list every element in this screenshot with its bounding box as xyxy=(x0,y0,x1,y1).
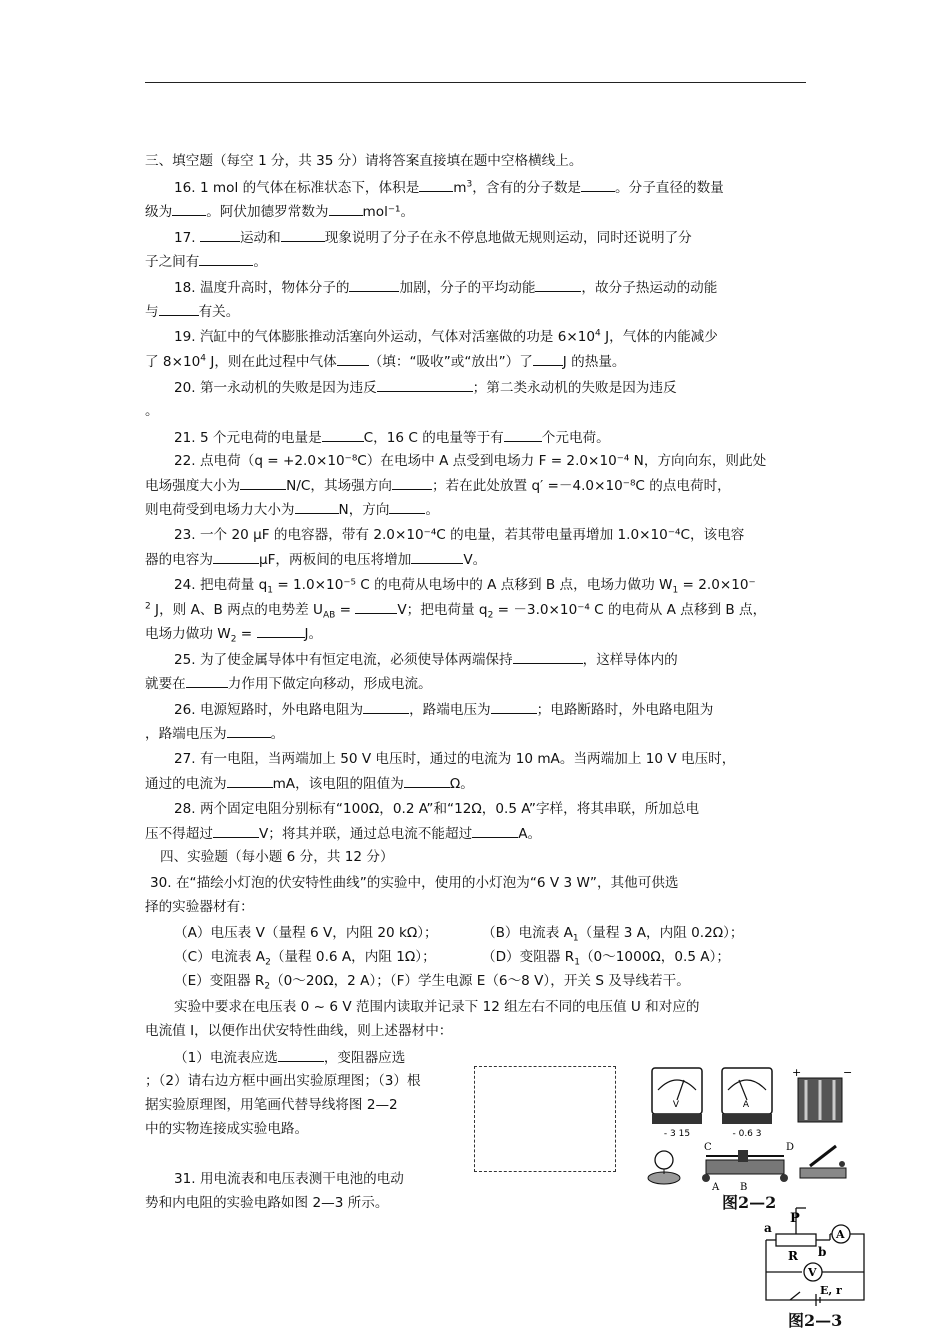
q25-line1: 25. 为了使金属导体中有恒定电流，必须使导体两端保持 ，这样导体内的 xyxy=(174,649,678,670)
q30-sub4: 中的实物连接成实验电路。 xyxy=(145,1121,309,1137)
option-c-d: （C）电流表 $A_2$（量程 0.6 A，内阻 1Ω）； （D）变阻器 $R_1(0\sim 1000\Omega$，0.5 A）； xyxy=(174,949,730,968)
switch-icon xyxy=(800,1146,846,1178)
ammeter-scale: - 0.6 3 xyxy=(732,1129,762,1139)
svg-text:C: C xyxy=(704,1142,712,1153)
svg-text:D: D xyxy=(786,1142,795,1153)
q31-line1: 31. 用电流表和电压表测干电池的电动 xyxy=(174,1171,404,1187)
q30-requirement-line2: 电流值 I，以便作出伏安特性曲线，则上述器材中： xyxy=(145,1023,453,1039)
svg-text:b: b xyxy=(818,1245,827,1259)
q24-line2: $^2$ J，则 A、B 两点的电势差 $U_{AB} = V$；把电荷量 $q_2 = -3.0\times 10^{-4}$ C 的电荷从 A 点移到 B 点， xyxy=(145,599,766,620)
q22-line3: 则电荷受到电场力大小为 N，方向 。 xyxy=(145,499,439,520)
q30-sub3: 据实验原理图，用笔画代替导线将图 2—2 xyxy=(145,1097,398,1113)
q27-line1: 27. 有一电阻，当两端加上 50 V 电压时，通过的电流为 10 mA。当两端加上 10 V 电压时， xyxy=(174,751,736,767)
q26-line2: ，路端电压为 。 xyxy=(145,723,284,744)
svg-text:P: P xyxy=(790,1211,800,1226)
q26-line1: 26. 电源短路时，外电路电阻为 ，路端电压为 ；电路断路时，外电路电阻为 xyxy=(174,699,713,720)
q18-line2: 与 有关。 xyxy=(145,301,239,322)
svg-text:E, r: E, r xyxy=(820,1284,842,1297)
q23-line2: 器的电容为 μF，两板间的电压将增加 V。 xyxy=(145,549,486,570)
rheostat-icon xyxy=(702,1142,794,1193)
q30-line2: 择的实验器材有： xyxy=(145,899,254,915)
q27-line2: 通过的电流为 mA，该电阻的阻值为 Ω。 xyxy=(145,773,474,794)
q18-line1: 18. 温度升高时，物体分子的 加剧，分子的平均动能 ，故分子热运动的动能 xyxy=(174,277,717,298)
q31-line2: 势和内电阻的实验电路如图 2—3 所示。 xyxy=(145,1195,389,1211)
q21: 21. 5 个元电荷的电量是 C，16 C 的电量等于有 个元电荷。 xyxy=(174,427,610,448)
q23-line1: 23. 一个 20 μF 的电容器，带有 2.0×10⁻⁴C 的电量，若其带电量再增加 1.0×10⁻⁴C，该电容 xyxy=(174,527,745,543)
answer-box xyxy=(474,1066,616,1172)
q24-line3: 电场力做功 $W_2 = J$。 xyxy=(145,623,322,644)
svg-text:a: a xyxy=(764,1221,772,1235)
option-e-f: （E）变阻器 $R_2(0\sim 20\Omega$，2 A）；（F）学生电源 E（6～8 V），开关 S 及导线若干。 xyxy=(174,973,690,992)
battery-pack-icon xyxy=(792,1066,852,1122)
svg-text:R: R xyxy=(788,1249,798,1263)
svg-text:V: V xyxy=(808,1266,817,1279)
q20-line2: 。 xyxy=(145,403,159,419)
svg-text:A: A xyxy=(742,1100,750,1110)
svg-text:A: A xyxy=(712,1182,720,1193)
q16-line1: 16. 1 mol 的气体在标准状态下，体积是 $m^3$，含有的分子数是 。分子直径的数量 xyxy=(174,177,724,198)
q19-line1: 19. 汽缸中的气体膨胀推动活塞向外运动，气体对活塞做的功是 $6\times 10^4$ J，气体的内能减少 xyxy=(174,328,718,345)
q28-line1: 28. 两个固定电阻分别标有“100Ω，0.2 A”和“12Ω，0.5 A”字样，将其串联，所加总电 xyxy=(174,801,700,817)
svg-text:A: A xyxy=(836,1228,845,1241)
section4-heading: 四、实验题（每小题 6 分，共 12 分） xyxy=(160,849,394,865)
q25-line2: 就要在 力作用下做定向移动，形成电流。 xyxy=(145,673,432,694)
q30-requirement-line1: 实验中要求在电压表 0 ~ 6 V 范围内读取并记录下 12 组左右不同的电压值 U 和对应的 xyxy=(174,999,700,1015)
figure-2-2-apparatus xyxy=(640,1060,860,1210)
figure-2-3-circuit xyxy=(760,1200,878,1310)
svg-text:V: V xyxy=(672,1100,680,1110)
q22-line1: 22. 点电荷（q = +2.0×10⁻⁸C）在电场中 A 点受到电场力 F = 2.0×10⁻⁴ N，方向向东，则此处 xyxy=(174,453,767,469)
svg-text:B: B xyxy=(740,1182,748,1193)
q19-line2: 了 $8\times 10^4$ J，则在此过程中气体 （填：“吸收”或“放出”）了 J 的热量。 xyxy=(145,351,626,372)
q28-line2: 压不得超过 V；将其并联，通过总电流不能超过 A。 xyxy=(145,823,541,844)
q17-line1: 17. 运动和 现象说明了分子在永不停息地做无规则运动，同时还说明了分 xyxy=(174,227,692,248)
q24-line1: 24. 把电荷量 $q_1 = 1.0\times 10^{-5}$ C 的电荷从电场中的 A 点移到 B 点，电场力做功 $W_1 = 2.0\times 10^-$ xyxy=(174,577,756,596)
figure-2-3-caption: 图2—3 xyxy=(788,1311,843,1330)
q20-line1: 20. 第一永动机的失败是因为违反 ；第二类永动机的失败是因为违反 xyxy=(174,377,677,398)
svg-text:−: − xyxy=(843,1066,853,1079)
voltmeter-icon xyxy=(652,1068,702,1124)
voltmeter-scale: - 3 15 xyxy=(663,1129,691,1139)
q30-sub1: （1）电流表应选 ，变阻器应选 xyxy=(174,1047,405,1068)
q17-line2: 子之间有 。 xyxy=(145,251,267,272)
q30-line1: 30. 在“描绘小灯泡的伏安特性曲线”的实验中，使用的小灯泡为“6 V 3 W”，其他可供选 xyxy=(150,875,679,891)
option-a-b: （A）电压表 V（量程 6 V，内阻 20 kΩ）； （B）电流表 $A_1$（量程 3 A，内阻 0.2Ω）； xyxy=(174,925,744,944)
q30-sub2: ；（2）请右边方框中画出实验原理图；（3）根 xyxy=(145,1073,421,1089)
ammeter-icon xyxy=(722,1068,772,1124)
figure-2-2-caption: 图2—2 xyxy=(722,1193,777,1212)
bulb-holder-icon xyxy=(648,1151,680,1184)
q22-line2: 电场强度大小为 N/C，其场强方向 ；若在此处放置 q′ =－4.0×10⁻⁸C 的点电荷时， xyxy=(145,475,731,496)
header-rule xyxy=(145,82,806,83)
q16-line2: 级为 。阿伏加德罗常数为 mol⁻¹。 xyxy=(145,201,414,222)
section3-heading: 三、填空题（每空 1 分，共 35 分）请将答案直接填在题中空格横线上。 xyxy=(145,153,583,169)
svg-text:+: + xyxy=(792,1066,802,1079)
